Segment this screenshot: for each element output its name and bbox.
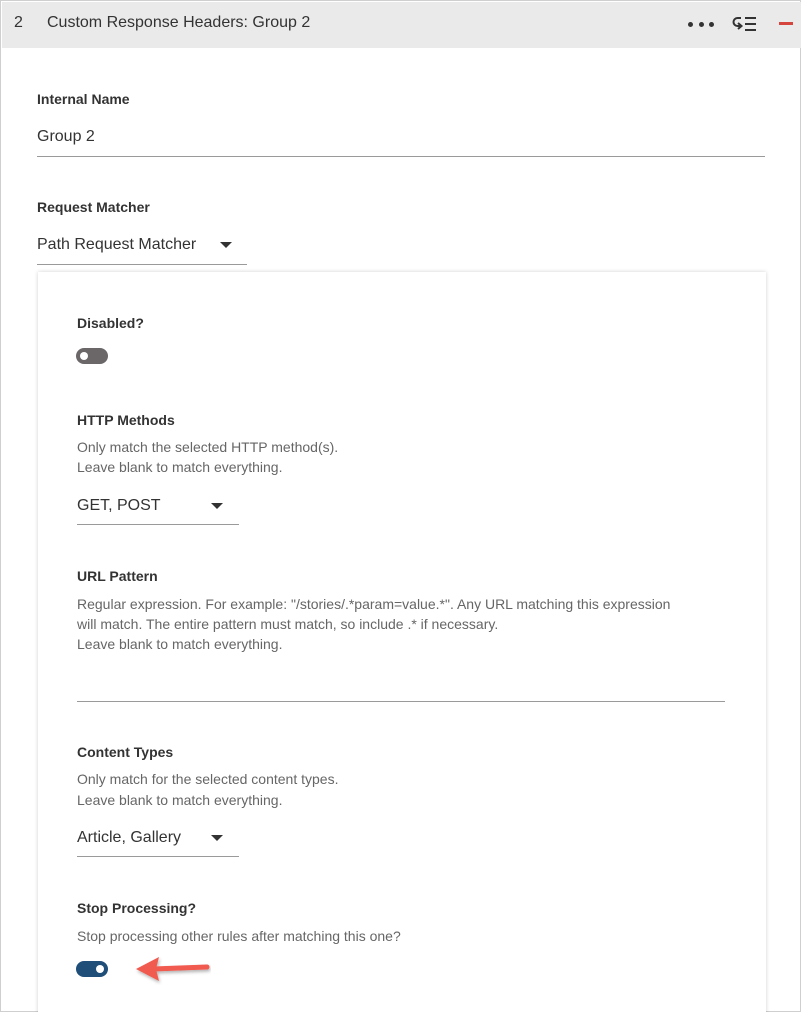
content-types-label: Content Types bbox=[77, 744, 174, 760]
content-types-help-1: Only match for the selected content types. bbox=[77, 771, 339, 787]
disabled-toggle[interactable] bbox=[76, 348, 108, 364]
panel-title: Custom Response Headers: Group 2 bbox=[47, 14, 311, 31]
reorder-icon[interactable] bbox=[732, 13, 758, 35]
url-pattern-help-2: will match. The entire pattern must match, so include .* if necessary. bbox=[77, 616, 499, 632]
content-types-chevron-down-icon[interactable] bbox=[211, 835, 223, 841]
http-methods-underline bbox=[77, 524, 239, 525]
url-pattern-label: URL Pattern bbox=[77, 568, 158, 584]
http-methods-select[interactable]: GET, POST bbox=[77, 497, 161, 514]
http-methods-help-1: Only match the selected HTTP method(s). bbox=[77, 439, 339, 455]
content-types-select[interactable]: Article, Gallery bbox=[77, 829, 182, 846]
url-pattern-input[interactable] bbox=[77, 676, 725, 696]
url-pattern-underline bbox=[77, 701, 725, 702]
content-types-help-2: Leave blank to match everything. bbox=[77, 792, 283, 808]
internal-name-label: Internal Name bbox=[37, 91, 130, 107]
rule-index: 2 bbox=[14, 14, 23, 31]
panel-header bbox=[2, 2, 801, 48]
disabled-label: Disabled? bbox=[77, 315, 144, 331]
annotation-arrow-icon bbox=[133, 953, 211, 985]
url-pattern-help-1: Regular expression. For example: "/stories/.*param=value.*". Any URL matching this expression bbox=[77, 596, 671, 612]
content-types-underline bbox=[77, 856, 239, 857]
internal-name-input[interactable]: Group 2 bbox=[37, 128, 95, 145]
stop-processing-toggle[interactable] bbox=[76, 961, 108, 977]
more-horizontal-icon[interactable] bbox=[688, 14, 714, 34]
minus-icon[interactable] bbox=[779, 22, 793, 25]
http-methods-help-2: Leave blank to match everything. bbox=[77, 459, 283, 475]
http-methods-label: HTTP Methods bbox=[77, 412, 175, 428]
request-matcher-select[interactable]: Path Request Matcher bbox=[37, 236, 197, 253]
internal-name-underline bbox=[37, 156, 765, 157]
stop-processing-help: Stop processing other rules after matching this one? bbox=[77, 928, 401, 944]
request-matcher-underline bbox=[37, 264, 247, 265]
stop-processing-label: Stop Processing? bbox=[77, 900, 197, 916]
request-matcher-label: Request Matcher bbox=[37, 199, 150, 215]
http-methods-chevron-down-icon[interactable] bbox=[211, 503, 223, 509]
url-pattern-help-3: Leave blank to match everything. bbox=[77, 636, 283, 652]
request-matcher-chevron-down-icon[interactable] bbox=[220, 242, 232, 248]
